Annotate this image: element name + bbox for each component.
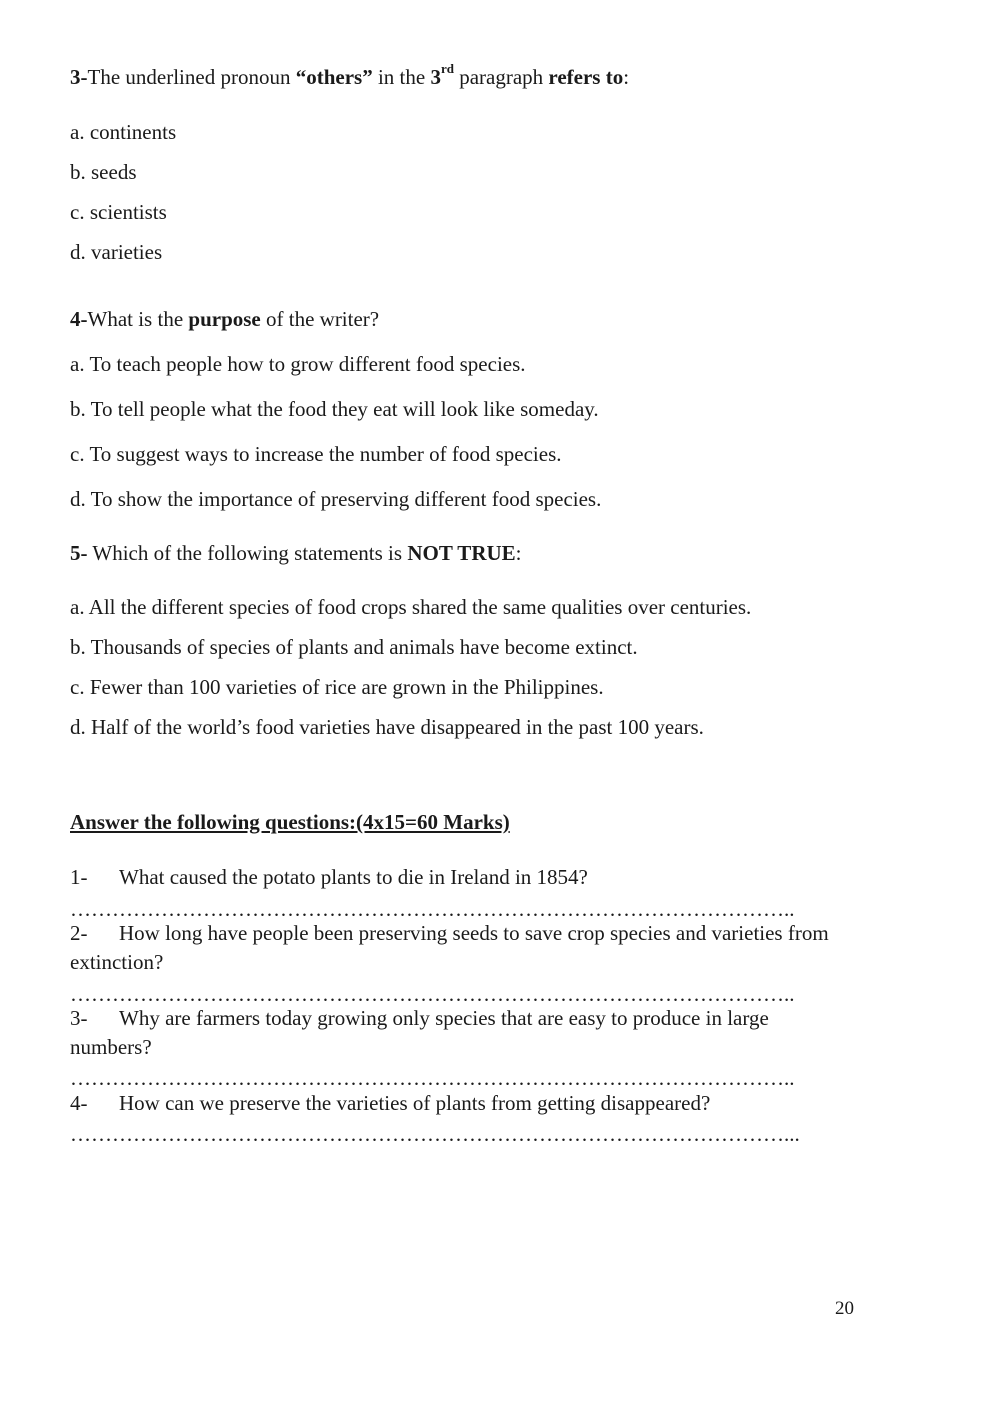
open-question-1-text: What caused the potato plants to die in Ireland in 1854? xyxy=(119,865,588,889)
question-3-text-2: in the xyxy=(372,65,431,89)
question-4-stem xyxy=(70,307,379,331)
open-question-3 xyxy=(70,1006,769,1030)
question-3-option-c: c. scientists xyxy=(70,200,167,224)
open-question-4-number: 4- xyxy=(70,1091,88,1115)
open-question-2-number: 2- xyxy=(70,921,88,945)
question-3-option-d: d. varieties xyxy=(70,240,163,264)
page-number: 20 xyxy=(835,1298,854,1319)
open-question-2-continuation: extinction? xyxy=(70,950,164,974)
question-4-number: 4- xyxy=(70,307,88,331)
open-question-4 xyxy=(70,1091,710,1115)
question-4-text: What is the xyxy=(87,307,189,331)
open-question-3-text: Why are farmers today growing only species that are easy to produce in large xyxy=(119,1006,769,1030)
answer-line-4[interactable]: …………………………………………………………………………………………... xyxy=(70,1122,800,1146)
open-question-2-text: How long have people been preserving seeds to save crop species and varieties from xyxy=(119,921,829,945)
open-question-3-number: 3- xyxy=(70,1006,88,1030)
open-question-3-continuation: numbers? xyxy=(70,1035,152,1059)
open-question-2 xyxy=(70,921,829,945)
question-4-text-2: of the writer? xyxy=(260,307,380,331)
question-4-option-b: b. To tell people what the food they eat will look like someday. xyxy=(70,397,599,421)
question-5-keyword: NOT TRUE xyxy=(407,541,516,565)
question-4-option-c: c. To suggest ways to increase the number of food species. xyxy=(70,442,562,466)
question-4-keyword: purpose xyxy=(188,307,261,331)
question-4-option-a: a. To teach people how to grow different food species. xyxy=(70,352,526,376)
question-5-option-a: a. All the different species of food crops shared the same qualities over centuries. xyxy=(70,595,752,619)
question-3-text-3: paragraph xyxy=(453,65,549,89)
question-3-ordinal: 3 xyxy=(430,65,441,89)
question-3-number: 3- xyxy=(70,65,88,89)
question-5-stem xyxy=(70,541,522,565)
question-3-option-a: a. continents xyxy=(70,120,177,144)
question-5-colon: : xyxy=(515,541,522,565)
question-3-stem xyxy=(70,61,630,89)
question-5-option-c: c. Fewer than 100 varieties of rice are grown in the Philippines. xyxy=(70,675,604,699)
open-question-1 xyxy=(70,865,588,889)
question-3-ordinal-suffix: rd xyxy=(440,61,454,76)
question-5-number: 5- xyxy=(70,541,88,565)
question-4-option-d: d. To show the importance of preserving different food species. xyxy=(70,487,602,511)
answer-line-3[interactable]: ………………………………………………………………………………………….. xyxy=(70,1066,795,1090)
answer-line-1[interactable]: ………………………………………………………………………………………….. xyxy=(70,897,795,921)
question-3-colon: : xyxy=(623,65,630,89)
answer-line-2[interactable]: ………………………………………………………………………………………….. xyxy=(70,982,795,1006)
question-3-text: The underlined pronoun xyxy=(87,65,296,89)
question-3-quoted-word: “others” xyxy=(295,65,373,89)
section-heading: Answer the following questions:(4x15=60 Marks) xyxy=(70,810,510,834)
question-3-option-b: b. seeds xyxy=(70,160,137,184)
question-3-keyword: refers to xyxy=(548,65,624,89)
question-5-text: Which of the following statements is xyxy=(87,541,408,565)
question-5-option-b: b. Thousands of species of plants and animals have become extinct. xyxy=(70,635,638,659)
open-question-4-text: How can we preserve the varieties of plants from getting disappeared? xyxy=(119,1091,711,1115)
question-5-option-d: d. Half of the world’s food varieties have disappeared in the past 100 years. xyxy=(70,715,704,739)
open-question-1-number: 1- xyxy=(70,865,88,889)
